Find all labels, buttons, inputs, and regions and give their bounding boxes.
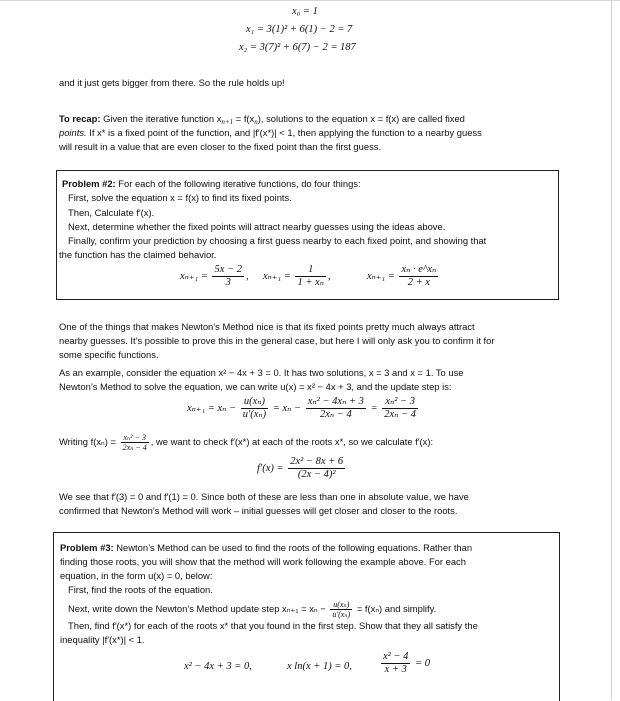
equation-x0: x₀ = 1 xyxy=(292,6,318,17)
problem-3-label: Problem #3: xyxy=(60,542,114,553)
recap-line-3: will result in a value that are even closer to the fixed point than the first guess. xyxy=(59,141,382,152)
problem-2-function-1: xₙ₊₁ = $\frac{5x - 2}{3}$ , xyxy=(180,264,249,288)
problem-3-equation-2: x ln(x + 1) = 0, xyxy=(287,661,352,672)
problem-3-step-1: First, find the roots of the equation. xyxy=(68,584,213,595)
recap-label: To recap: xyxy=(59,113,101,124)
problem-3-line-1: Problem #3: Newton’s Method can be used to find the roots of the following equations. Rather than xyxy=(60,542,473,553)
newton-paragraph-line-3: some specific functions. xyxy=(59,349,159,360)
example-line-1: As an example, consider the equation x² − 4x + 3 = 0. It has two solutions, x = 3 and x = 1. To use xyxy=(59,367,464,378)
problem-3-equation-3: $\frac{\text{x² − 4}}{x + 3}$ = 0 xyxy=(383,651,430,675)
problem-2-function-3: xₙ₊₁ = $\frac{\text{xₙ · e\textasciicircum{}xₙ}}{2 + x}$ xyxy=(367,264,437,288)
problem-3-step-3-cont: inequality |f′(x*)| < 1. xyxy=(60,634,145,645)
problem-2-step-2: Then, Calculate f′(x). xyxy=(68,207,155,218)
problem-2-step-4: Finally, confirm your prediction by choosing a first guess nearby to each fixed point, and showing that xyxy=(68,235,487,246)
problem-2-step-1: First, solve the equation x = f(x) to find its fixed points. xyxy=(68,192,292,203)
problem-2-step-3: Next, determine whether the fixed points will attract nearby guesses using the ideas above. xyxy=(68,221,446,232)
writing-f-line: Writing f(xₙ) = $\frac{\text{xₙ² − 3}}{\text{2xₙ − 4}}$ , we want to check f′(x*) at each of the roots x*, so we calculate f′(x): xyxy=(59,433,434,452)
newton-update-equation: xₙ₊₁ = xₙ − $\frac{\text{u(xₙ)}}{\text{u′(xₙ)}}$ = xₙ − $\frac{\text{xₙ² − 4xₙ + 3}}{\text{2xₙ − 4}}$ = $\frac{\text{xₙ² − 3}}{\text{2xₙ − 4}}$ xyxy=(187,396,417,420)
top-divider xyxy=(0,0,620,1)
recap-line-2: points. If x* is a fixed point of the function, and |f′(x*)| < 1, then applying the function to a nearby guess xyxy=(59,127,482,138)
conclusion-line-2: confirmed that Newton’s Method will work – initial guesses will get closer and closer to the roots. xyxy=(59,505,458,516)
conclusion-line-1: We see that f′(3) = 0 and f′(1) = 0. Since both of these are less than one in absolute value, we have xyxy=(59,491,469,502)
problem-2-step-4-cont: the function has the claimed behavior. xyxy=(59,249,217,260)
paragraph-bigger: and it just gets bigger from there. So the rule holds up! xyxy=(59,77,285,88)
problem-3-step-2: Next, write down the Newton’s Method update step xₙ₊₁ = xₙ − $\frac{\text{u(xₙ)}}{\text{u′(xₙ)}}$ = f(xₙ) and simplify. xyxy=(68,600,437,619)
newton-paragraph-line-1: One of the things that makes Newton’s Method nice is that its fixed points pretty much always attract xyxy=(59,321,475,332)
problem-3-line-2: finding those roots, you will show that the method will work following the example above. For each xyxy=(60,556,466,567)
equation-x2: x₂ = 3(7)² + 6(7) − 2 = 187 xyxy=(239,42,356,53)
example-line-2: Newton’s Method to solve the equation, we can write u(x) = x² − 4x + 3, and the update step is: xyxy=(59,381,452,392)
problem-3-equation-1: x² − 4x + 3 = 0, xyxy=(184,661,252,672)
derivative-equation: f′(x) = $\frac{\text{2x² − 8x + 6}}{\text{(2x − 4)²}}$ xyxy=(257,456,344,480)
equation-x1: x₁ = 3(1)² + 6(1) − 2 = 7 xyxy=(246,24,353,35)
problem-2-function-2: xₙ₊₁ = $\frac{1}{\text{1 + xₙ}}$ , xyxy=(263,264,331,288)
problem-2-label: Problem #2: xyxy=(62,178,116,189)
recap-line-1: To recap: Given the iterative function $x_{n+1} = f(x_n)$, solutions to the equation x = f(x) are called fixed xyxy=(59,113,465,126)
right-margin-line xyxy=(611,0,612,700)
problem-3-line-3: equation, in the form u(x) = 0, below: xyxy=(60,570,213,581)
newton-paragraph-line-2: nearby guesses. It’s possible to prove this in the general case, but here I will only ask you to confirm it for xyxy=(59,335,495,346)
problem-3-step-3: Then, find f′(x*) for each of the roots x* that you found in the first step. Show that they all satisfy the xyxy=(68,620,478,631)
problem-2-intro: Problem #2: For each of the following iterative functions, do four things: xyxy=(62,178,361,189)
